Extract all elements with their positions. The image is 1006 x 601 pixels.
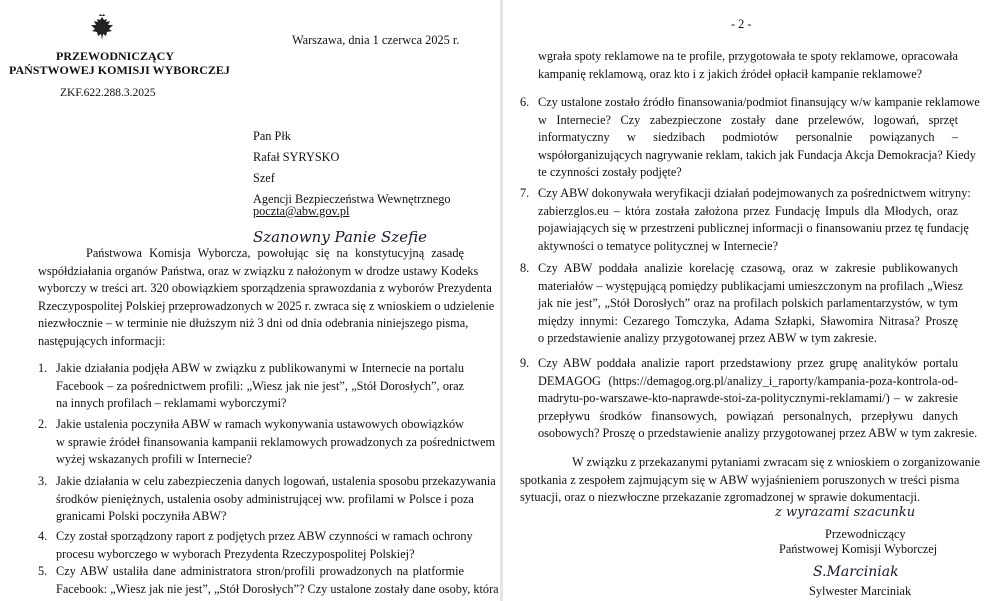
addressee-name: Rafał SYRYSKO bbox=[253, 150, 340, 164]
eagle-emblem-icon bbox=[88, 14, 116, 44]
question-line: wgrała spoty reklamowe na te profile, przygotowała te spoty reklamowe, opracowała bbox=[538, 49, 958, 63]
item-number: 5. bbox=[38, 564, 48, 578]
question-line: osobowych? Proszę o przedstawienie analizy przygotowanej przez ABW w tym zakresie. bbox=[538, 426, 978, 441]
question-line: zabierzglos.eu – która została założona przez Fundację Impuls dla Młodych, oraz bbox=[538, 203, 958, 218]
question-1 bbox=[56, 360, 464, 413]
intro-line: Państwowa Komisja Wyborcza, powołując się na konstytucyjną zasadę bbox=[86, 246, 464, 260]
handwritten-salutation: Szanowny Panie Szefie bbox=[253, 228, 427, 246]
closing-line: W związku z przekazanymi pytaniami zwracam się z wnioskiem o zorganizowanie bbox=[572, 455, 980, 469]
question-line: współorganizujących nagrywanie reklam, takich jak Fundacja Akcja Demokracja? Kiedy bbox=[538, 147, 976, 162]
question-line: Czy ABW dokonywała weryfikacji działań podejmowanych za pośrednictwem witryny: bbox=[538, 186, 971, 200]
item-number: 8. bbox=[520, 261, 530, 275]
question-line: jak nie jest”, „Stół Dorosłych” oraz na profilach polskich parlamentarzystów, w tym bbox=[538, 296, 958, 311]
question-line: w sprawie źródeł finansowania kampanii reklamowych prowadzonych za pośrednictwem bbox=[56, 434, 496, 449]
signature-title-2: Państwowej Komisji Wyborczej bbox=[779, 542, 938, 556]
question-4 bbox=[56, 528, 473, 563]
addressee-agency: Agencji Bezpieczeństwa Wewnętrznego bbox=[253, 192, 451, 206]
question-line: Jakie działania podjęła ABW w związku z publikowanymi w Internecie na portalu bbox=[56, 361, 464, 375]
question-line: pojawiających się w przestrzeni publicznej informacji o finansowaniu przez tę fundację bbox=[538, 221, 969, 236]
item-number: 6. bbox=[520, 95, 530, 109]
page-number: - 2 - bbox=[731, 17, 752, 31]
question-line: Czy ABW poddała analizie raport przedstawiony przez grupę analityków portalu bbox=[538, 356, 958, 370]
question-line: Jakie działania w celu zabezpieczenia danych logowań, ustalenia sposobu przekazywania bbox=[56, 474, 496, 488]
question-line: madrytu-po-warszawe-kto-naprawde-stoi-za-politycznymi-reklamami/) – w zakresie bbox=[538, 391, 958, 406]
question-line: materiałów – występującą pomiędzy publikacjami umieszczonym na profilach „Wiesz bbox=[538, 278, 963, 293]
question-line: na innych profilach – reklamami wyborczymi? bbox=[56, 396, 287, 411]
question-line: aktywności o tematyce politycznej w Internecie? bbox=[538, 238, 779, 253]
question-8 bbox=[538, 260, 963, 348]
question-line: Czy ABW ustaliła dane administratora stron/profili prowadzonych na platformie bbox=[56, 564, 464, 578]
handwritten-signature: S.Marciniak bbox=[813, 564, 899, 580]
closing-paragraph bbox=[520, 454, 980, 507]
question-line: informatyczny w siedzibach podmiotów personalnie powiązanych – bbox=[538, 130, 958, 145]
item-number: 7. bbox=[520, 186, 530, 200]
question-5-continuation bbox=[538, 48, 958, 83]
closing-line: sytuacji, oraz o niezwłoczne przekazanie zgromadzonej w sprawie dokumentacji. bbox=[520, 490, 921, 505]
authority-title-line2: PAŃSTWOWEJ KOMISJI WYBORCZEJ bbox=[9, 63, 230, 77]
question-line: kampanię reklamową, oraz kto i z jakich źródeł opłacił kampanie reklamowe? bbox=[538, 66, 923, 81]
addressee-email-link[interactable]: poczta@abw.gov.pl bbox=[253, 204, 350, 218]
question-line: procesu wyborczego w wyborach Prezydenta Rzeczypospolitej Polskiej? bbox=[56, 546, 415, 561]
intro-line: wyborczy w treści art. 320 obowiązkiem sporządzenia sprawozdania z wyborów Prezydenta bbox=[38, 281, 492, 296]
item-number: 4. bbox=[38, 529, 48, 543]
question-line: wyżej wskazanych profili w Internecie? bbox=[56, 452, 252, 467]
question-line: Czy ustalone zostało źródło finansowania/podmiot finansujący w/w kampanie reklamowe bbox=[538, 95, 980, 109]
reference-number: ZKF.622.288.3.2025 bbox=[60, 87, 156, 99]
question-6 bbox=[538, 94, 980, 182]
question-2 bbox=[56, 416, 496, 469]
question-line: te czynności zostały podjęte? bbox=[538, 165, 682, 180]
question-line: o przedstawienie analizy przygotowanej przez ABW w tym zakresie. bbox=[538, 331, 877, 346]
intro-line: następujących informacji: bbox=[38, 333, 166, 348]
question-line: przepływu środków finansowych, powiązań personalnych, przepływu danych bbox=[538, 408, 958, 423]
closing-line: spotkania z zespołem zajmującym się w ABW wyjaśnieniem poruszonych w treści pisma bbox=[520, 472, 960, 487]
addressee-position: Szef bbox=[253, 171, 275, 185]
question-line: w Internecie? Czy zabezpieczone zostały dane przelewów, logowań, sprzęt bbox=[538, 112, 958, 127]
letter-page-1 bbox=[0, 0, 500, 601]
question-line: Jakie ustalenia poczyniła ABW w ramach wykonywania ustawowych obowiązków bbox=[56, 417, 464, 431]
question-line: środków pieniężnych, ustalenia osoby administrującej ww. profilami w Polsce i poza bbox=[56, 491, 474, 506]
item-number: 3. bbox=[38, 474, 48, 488]
item-number: 2. bbox=[38, 417, 48, 431]
handwritten-greeting: z wyrazami szacunku bbox=[775, 505, 916, 520]
question-line: granicami Polski poczyniła ABW? bbox=[56, 509, 227, 524]
intro-paragraph bbox=[38, 245, 495, 351]
question-3 bbox=[56, 473, 496, 526]
question-7 bbox=[538, 185, 971, 255]
intro-line: niezwłocznie – w terminie nie dłuższym niż 3 dni od dnia odebrania niniejszego pisma, bbox=[38, 316, 469, 331]
signature-title-1: Przewodniczący bbox=[825, 527, 906, 541]
question-5 bbox=[56, 563, 499, 598]
question-line: Facebook – za pośrednictwem profili: „Wiesz jak nie jest”, „Stół Dorosłych”, oraz bbox=[56, 378, 464, 393]
question-line: Czy został sporządzony raport z podjętych przez ABW czynności w ramach ochrony bbox=[56, 529, 473, 543]
addressee-rank: Pan Płk bbox=[253, 129, 291, 143]
question-line: DEMAGOG (https://demagog.org.pl/analizy_i_raporty/kampania-poza-kontrola-od- bbox=[538, 373, 958, 388]
item-number: 1. bbox=[38, 361, 48, 375]
item-number: 9. bbox=[520, 356, 530, 370]
place-and-date: Warszawa, dnia 1 czerwca 2025 r. bbox=[292, 33, 460, 47]
intro-line: współdziałania organów Państwa, oraz w związku z nałożonym w drodze ustawy Kodeks bbox=[38, 263, 479, 278]
signatory-name: Sylwester Marciniak bbox=[809, 584, 912, 598]
question-line: Czy ABW poddała analizie korelację czasową, oraz w zakresie publikowanych bbox=[538, 261, 958, 275]
question-line: między innymi: Cezarego Tomczyka, Adama Szłapki, Sławomira Nitrasa? Proszę bbox=[538, 313, 958, 328]
letter-page-2 bbox=[503, 0, 1006, 601]
authority-title-line1: PRZEWODNICZĄCY bbox=[56, 49, 175, 63]
question-line: Facebook: „Wiesz jak nie jest”, „Stół Dorosłych”? Czy ustalone zostały dane osoby, która bbox=[56, 581, 499, 596]
intro-line: Rzeczypospolitej Polskiej przeprowadzonych w 2025 r. zwraca się z wnioskiem o udzielenie bbox=[38, 298, 495, 313]
question-9 bbox=[538, 355, 978, 443]
